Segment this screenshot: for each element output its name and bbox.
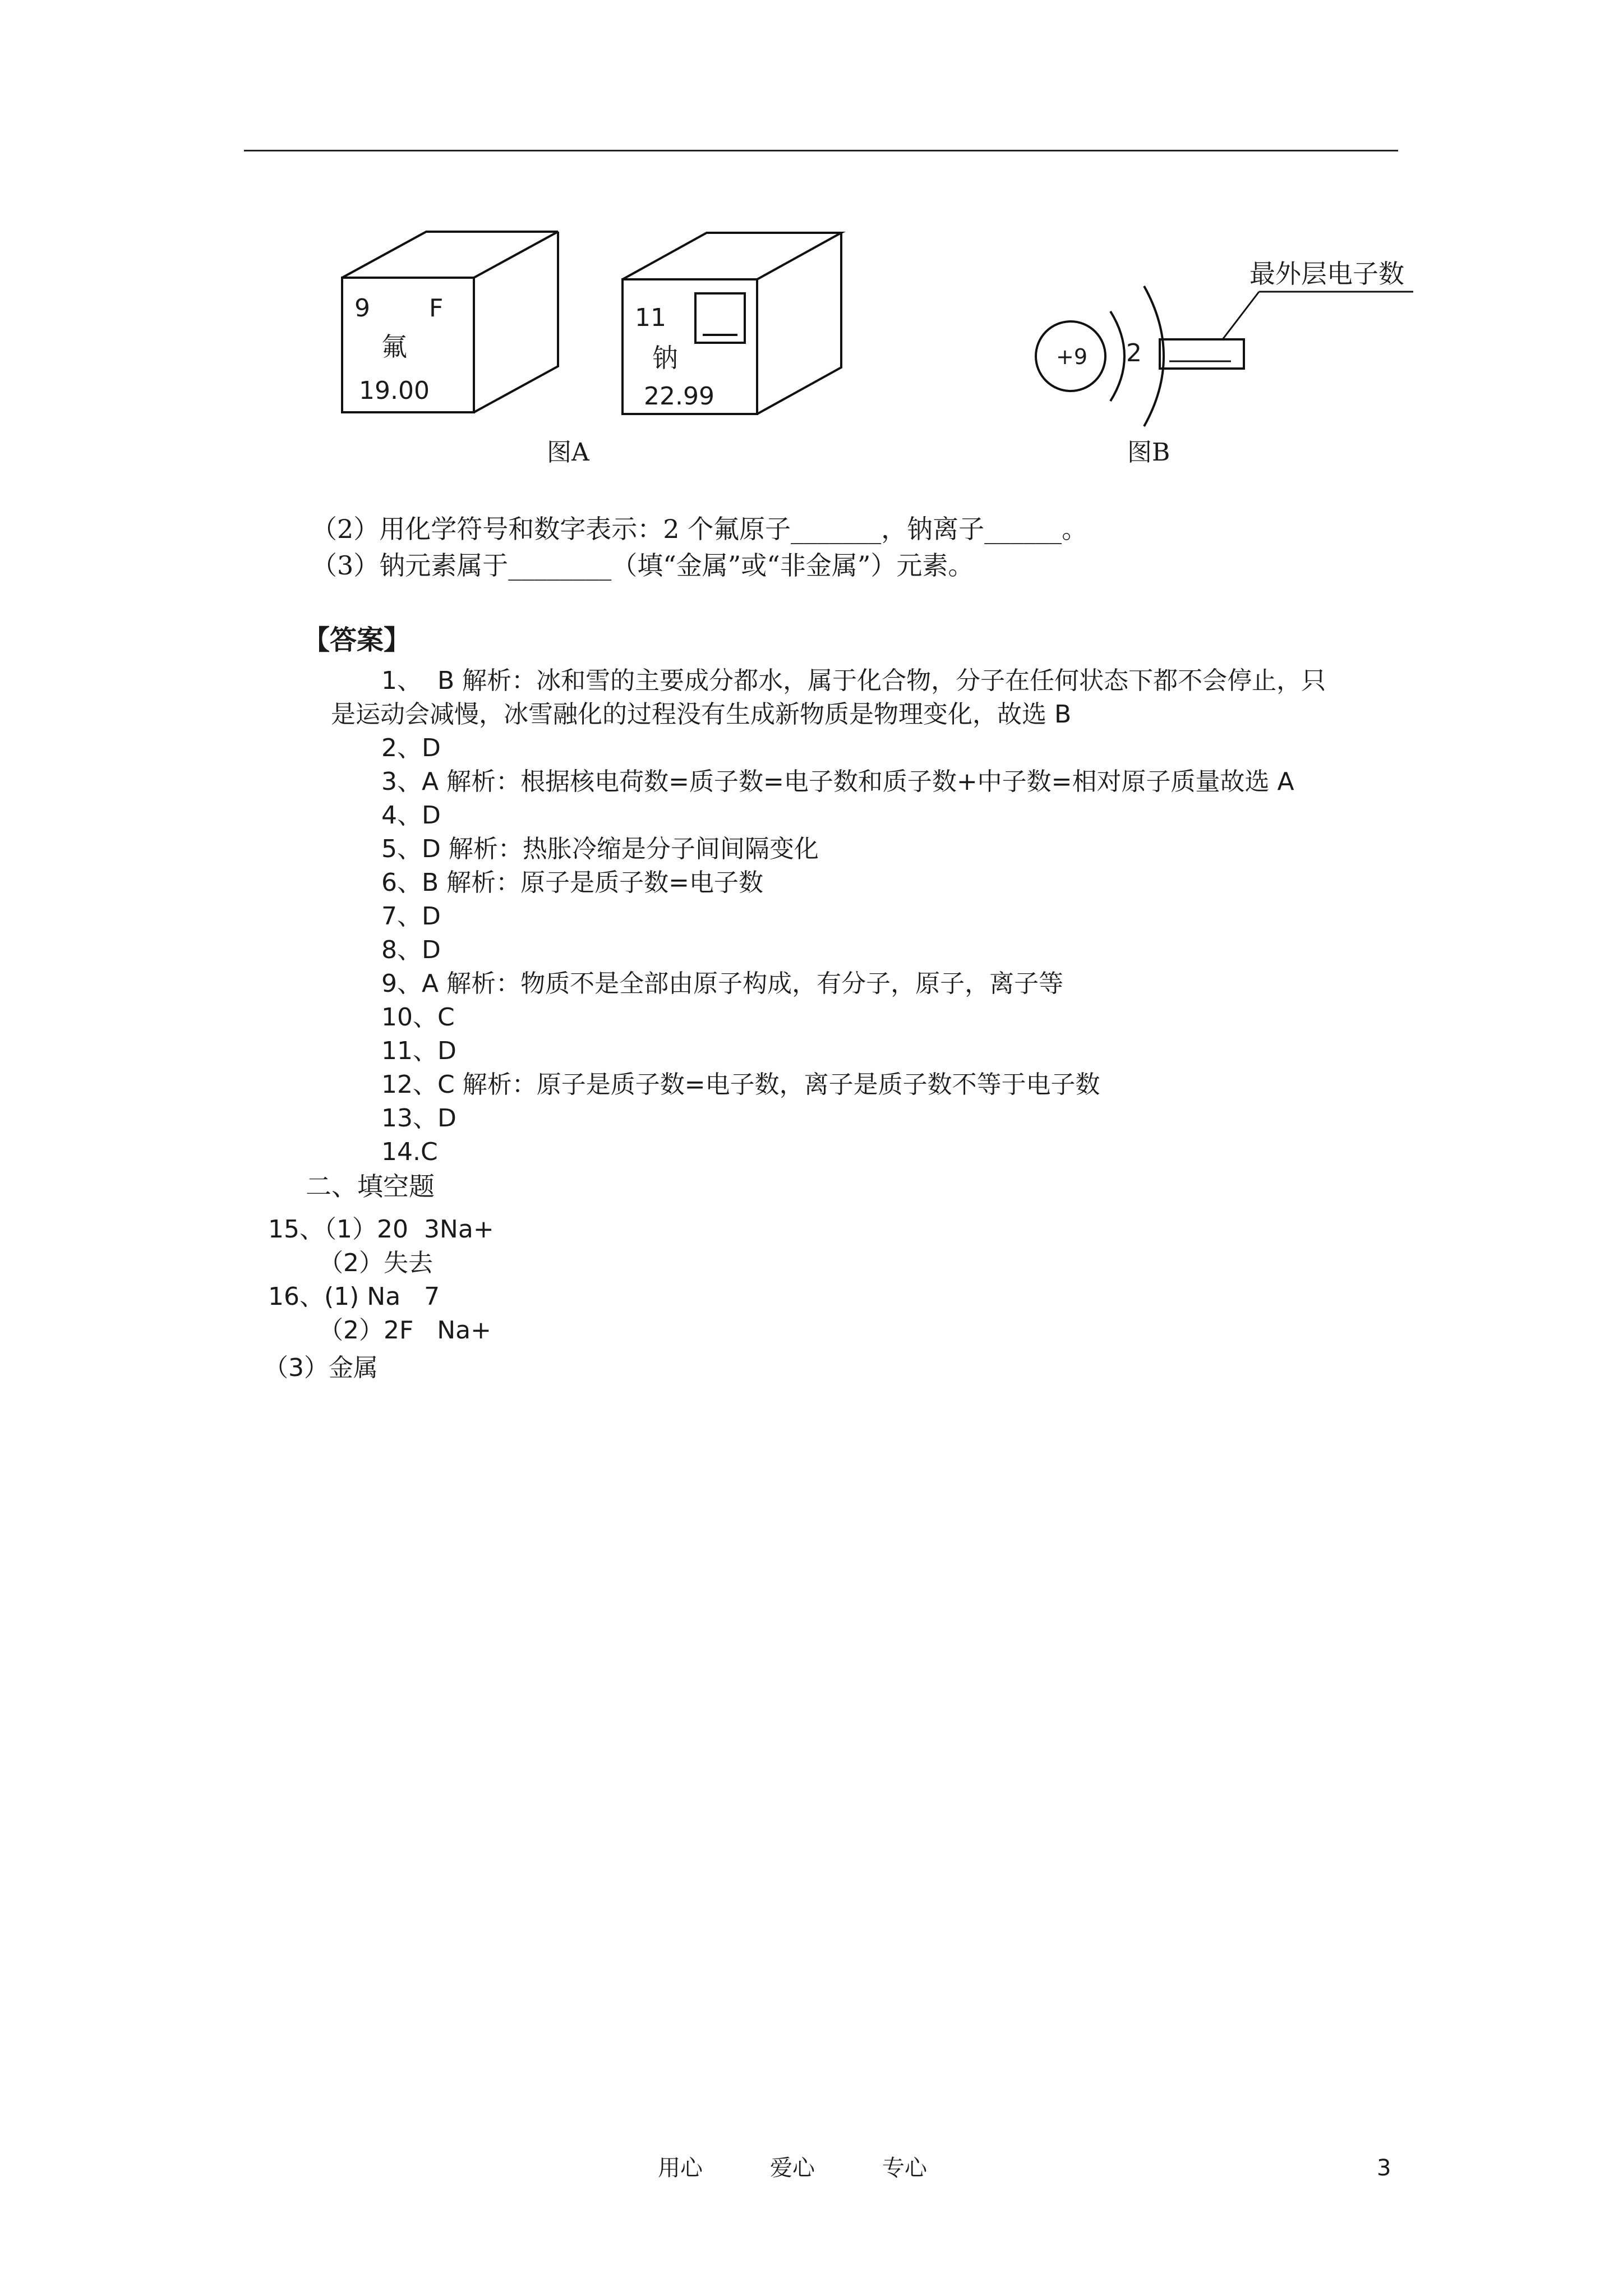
answer-16-part-1: 16、(1) Na 7 [268, 1282, 440, 1311]
answer-1-line-1: 1、 B 解析：冰和雪的主要成分都水，属于化合物，分子在任何状态下都不会停止，只 [381, 666, 1326, 695]
fluorine-atomic-number: 9 [354, 294, 370, 323]
question-3: （3）钠元素属于________（填“金属”或“非金属”）元素。 [311, 550, 974, 581]
answer-12: 12、C 解析：原子是质子数=电子数，离子是质子数不等于电子数 [381, 1070, 1100, 1099]
figure-b-atom [1036, 286, 1413, 426]
fluorine-cube-side [474, 232, 558, 412]
sodium-mass: 22.99 [644, 382, 714, 411]
outer-shell-callout: 最外层电子数 [1249, 259, 1404, 289]
answer-10: 10、C [381, 1003, 455, 1032]
footer-motto-3: 专心 [882, 2155, 927, 2181]
answer-7: 7、D [381, 902, 441, 931]
answer-13: 13、D [381, 1104, 457, 1133]
page-number: 3 [1377, 2155, 1391, 2181]
answer-15-part-2: （2）失去 [319, 1249, 433, 1277]
answer-16-part-3: （3）金属 [264, 1354, 378, 1382]
answer-4: 4、D [381, 801, 441, 830]
figure-a-caption: 图A [547, 438, 589, 467]
first-shell-electrons: 2 [1126, 339, 1142, 367]
answer-14: 14.C [381, 1138, 438, 1166]
electron-shell-1 [1110, 311, 1124, 401]
fluorine-name: 氟 [381, 332, 407, 362]
footer-motto-2: 爱心 [770, 2155, 815, 2181]
answer-11: 11、D [381, 1037, 457, 1065]
answer-3: 3、A 解析：根据核电荷数=质子数=电子数和质子数+中子数=相对原子质量故选 A [381, 767, 1294, 796]
outer-shell-box [1160, 339, 1244, 369]
fluorine-cube-top [342, 232, 558, 278]
nucleus-charge: +9 [1056, 344, 1088, 369]
section-2-heading: 二、填空题 [306, 1171, 435, 1202]
sodium-cube-side [757, 233, 841, 414]
answer-9: 9、A 解析：物质不是全部由原子构成，有分子，原子，离子等 [381, 969, 1064, 998]
answer-5: 5、D 解析：热胀冷缩是分子间间隔变化 [381, 835, 819, 863]
callout-line [1223, 292, 1259, 339]
sodium-atomic-number: 11 [635, 303, 666, 332]
sodium-name: 钠 [652, 343, 678, 373]
answer-2: 2、D [381, 734, 441, 762]
answer-15-part-1: 15、（1）20 3Na+ [268, 1215, 494, 1244]
sodium-cube-top [623, 233, 841, 279]
answer-16-part-2: （2）2F Na+ [319, 1316, 491, 1345]
figure-b-caption: 图B [1127, 438, 1170, 467]
fluorine-symbol: F [429, 294, 444, 323]
fluorine-mass: 19.00 [359, 376, 430, 405]
figure-area [0, 0, 1623, 505]
answer-8: 8、D [381, 936, 441, 964]
question-2: （2）用化学符号和数字表示：2 个氟原子_______，钠离子______。 [311, 514, 1088, 544]
answer-6: 6、B 解析：原子是质子数=电子数 [381, 868, 764, 897]
answer-1-line-2: 是运动会减慢，冰雪融化的过程没有生成新物质是物理变化，故选 B [331, 700, 1072, 729]
footer-motto-1: 用心 [658, 2155, 703, 2181]
answers-heading: 【答案】 [303, 624, 411, 656]
